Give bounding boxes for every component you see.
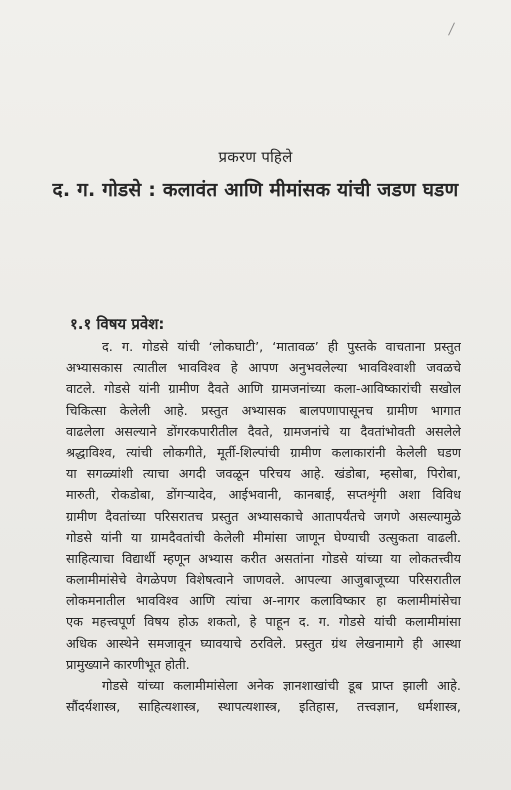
paragraph-line: द. ग. गोडसे यांची ‘लोकघाटी’, ‘मातावळ’ ही पुस्तके वाचताना प्रस्तुत (102, 340, 461, 355)
paragraph-line: कलामीमांसेचे वेगळेपण विशेषत्वाने जाणवले. आपल्या आजुबाजूच्या परिसरातील (66, 573, 461, 589)
paragraph-line: प्रामुख्याने कारणीभूत होती. (66, 657, 190, 673)
paragraph-line: एक महत्त्वपूर्ण विषय होऊ शकतो, हे पाहून द. ग. गोडसे यांची कलामीमांसा (66, 615, 461, 631)
paragraph-line: गोडसे यांनी या ग्रामदैवतांची केलेली मीमांसा जाणून घेण्याची उत्सुकता वाढली. (66, 530, 461, 546)
chapter-label: प्रकरण पहिले (218, 148, 293, 166)
chapter-title: द. ग. गोडसे : कलावंत आणि मीमांसक यांची जडण घडण (52, 179, 459, 201)
paragraph-line: साहित्याचा विद्यार्थी म्हणून अभ्यास करीत असतांना गोडसे यांच्या या लोकतत्त्वीय (66, 551, 461, 567)
pen-mark (448, 22, 455, 35)
paragraph-line: या सगळ्यांशी त्याचा अगदी जवळून परिचय आहे. खंडोबा, म्हसोबा, पिरोबा, (66, 467, 461, 483)
section-heading: १.१ विषय प्रवेश: (70, 315, 165, 333)
paragraph-line: वाटले. गोडसे यांनी ग्रामीण दैवते आणि ग्रामजनांच्या कला-आविष्कारांची सखोल (66, 382, 461, 398)
paragraph-line: अधिक आस्थेने समजावून घ्यावयाचे ठरविले. प्रस्तुत ग्रंथ लेखनामागे ही आस्था (66, 636, 461, 652)
paragraph-line: श्रद्धाविश्व, त्यांची लोकगीते, मूर्ती-शिल्पांची ग्रामीण कलाकारांनी केलेली घडण (66, 445, 461, 461)
paragraph-line: वाढलेला असल्याने डोंगरकपारीतील दैवते, ग्रामजनांचे या दैवतांभोवती असलेले (66, 424, 461, 440)
paragraph-line: गोडसे यांच्या कलामीमांसेला अनेक ज्ञानशाखांची डूब प्राप्त झाली आहे. (102, 679, 461, 694)
paragraph-line: चिकित्सा केलेली आहे. प्रस्तुत अभ्यासक बालपणापासूनच ग्रामीण भागात (66, 403, 461, 419)
paragraph-line: अभ्यासकास त्यातील भावविश्व हे आपण अनुभवलेल्या भावविश्वाशी जवळचे (66, 361, 461, 377)
paragraph-line: मारुती, रोकडोबा, डोंगऱ्यादेव, आईभवानी, कानबाई, सप्तशृंगी अशा विविध (66, 488, 461, 504)
paragraph-line: सौंदर्यशास्त्र, साहित्यशास्त्र, स्थापत्यशास्त्र, इतिहास, तत्त्वज्ञान, धर्मशास्त्र, (66, 700, 461, 716)
paragraph-line: लोकमनातील भावविश्व आणि त्यांचा अ-नागर कलाविष्कार हा कलामीमांसेचा (66, 594, 461, 610)
body-text (66, 337, 461, 718)
paragraph-line: ग्रामीण दैवतांच्या परिसरातच प्रस्तुत अभ्यासकाचे आतापर्यंतचे जगणे असल्यामुळे (66, 509, 461, 525)
